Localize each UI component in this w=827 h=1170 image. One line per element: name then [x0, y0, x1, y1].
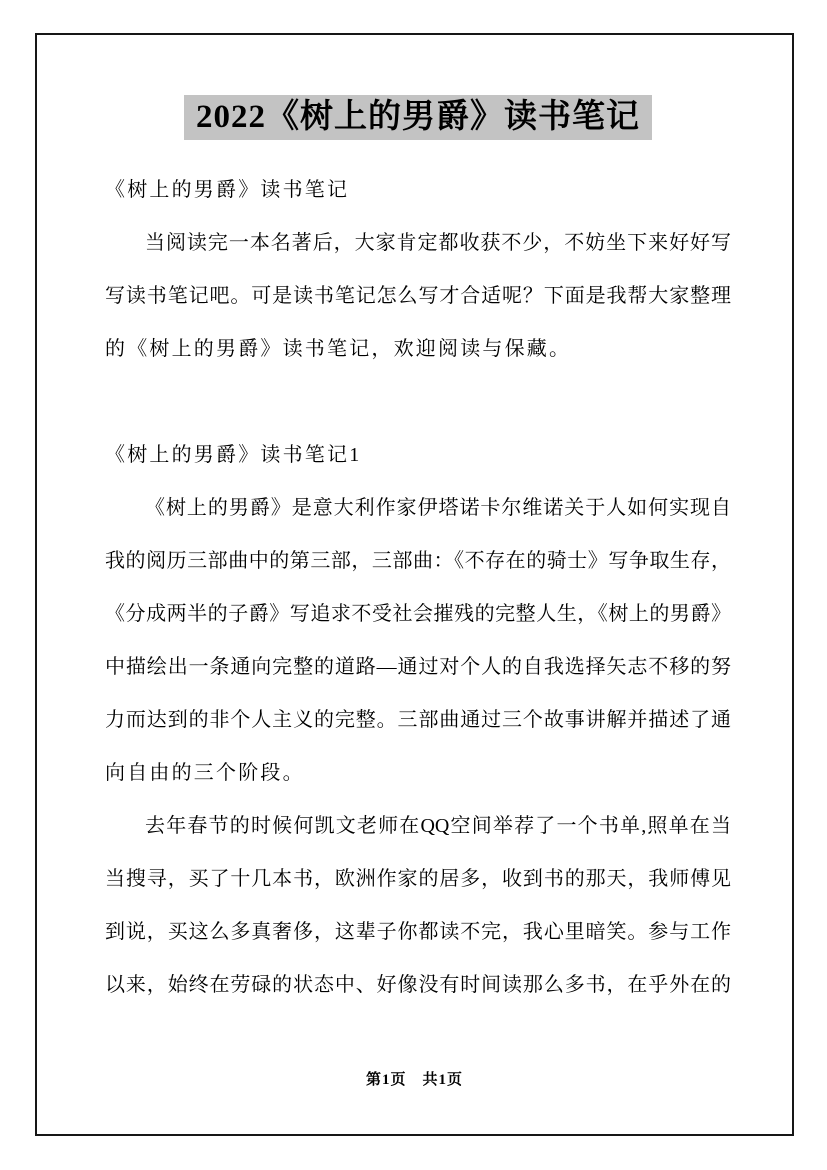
document-body	[105, 164, 731, 1012]
blank-line	[105, 376, 731, 429]
text-line: 《树上的男爵》是意大利作家伊塔诺卡尔维诺关于人如何实现自	[145, 497, 731, 519]
text-line: 中描绘出一条通向完整的道路—通过对个人的自我选择矢志不移的努	[105, 656, 731, 678]
text-line: 去年春节的时候何凯文老师在QQ空间举荐了一个书单,照单在当	[145, 815, 731, 837]
text-line: 以来，始终在劳碌的状态中、好像没有时间读那么多书，在乎外在的	[105, 974, 731, 996]
text-line: 向自由的三个阶段。	[105, 762, 305, 784]
text-line: 《分成两半的子爵》写追求不受社会摧残的完整人生，《树上的男爵》	[105, 603, 731, 625]
text-line: 《树上的男爵》读书笔记1	[105, 444, 362, 466]
text-line: 到说，买这么多真奢侈，这辈子你都读不完，我心里暗笑。参与工作	[105, 921, 731, 943]
text-line: 写读书笔记吧。可是读书笔记怎么写才合适呢？下面是我帮大家整理	[105, 285, 731, 307]
text-line: 力而达到的非个人主义的完整。三部曲通过三个故事讲解并描述了通	[105, 709, 731, 731]
text-line: 我的阅历三部曲中的第三部，三部曲：《不存在的骑士》写争取生存，	[105, 550, 731, 572]
text-line: 当搜寻，买了十几本书，欧洲作家的居多，收到书的那天，我师傅见	[105, 868, 731, 890]
page-number-footer: 第1页 共1页	[365, 1072, 463, 1088]
document-title: 2022《树上的男爵》读书笔记	[184, 95, 652, 140]
text-line: 的《树上的男爵》读书笔记，欢迎阅读与保藏。	[105, 338, 572, 360]
text-line: 当阅读完一本名著后，大家肯定都收获不少，不妨坐下来好好写	[145, 232, 731, 254]
document-title-row	[105, 95, 731, 140]
text-line: 《树上的男爵》读书笔记	[105, 179, 350, 201]
